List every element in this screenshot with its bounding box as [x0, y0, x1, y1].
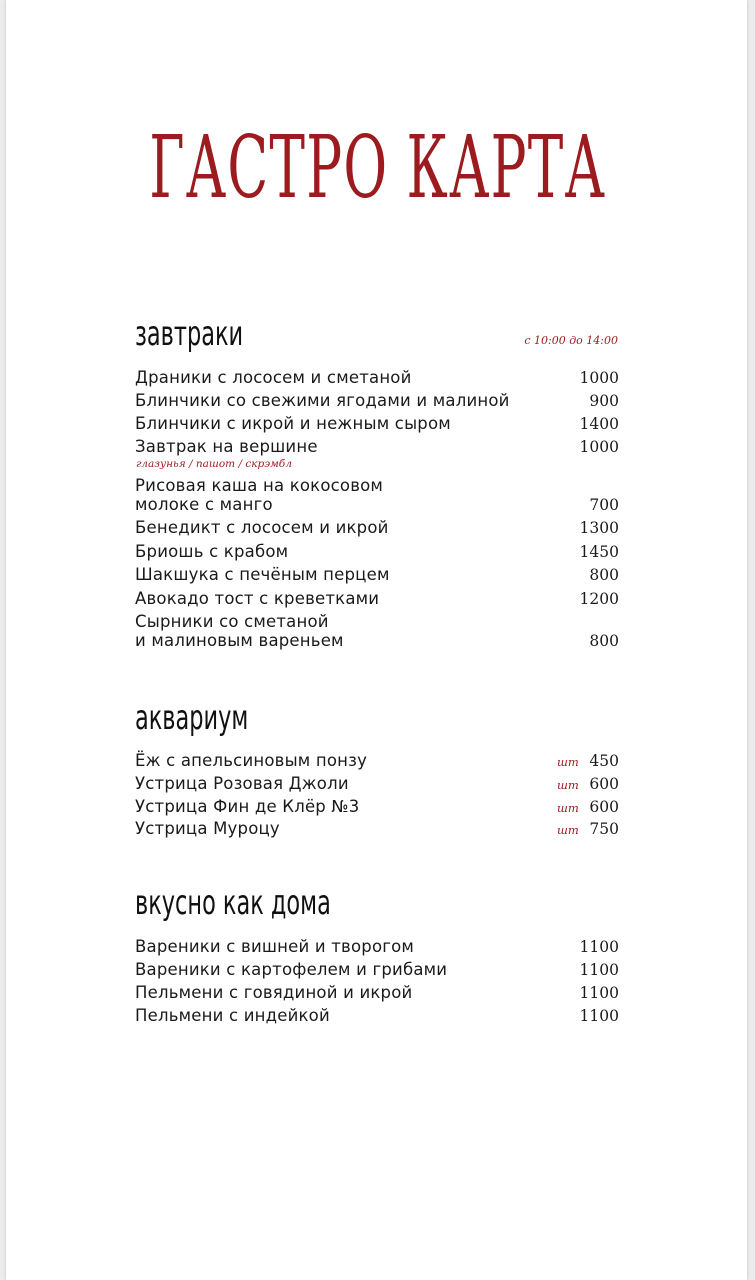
menu-item-name: Устрица Розовая Джоли: [135, 774, 349, 793]
menu-item-price: 700: [589, 496, 619, 514]
menu-item-name: Драники с лососем и сметаной: [135, 368, 412, 387]
menu-item-name: Бенедикт с лососем и икрой: [135, 518, 389, 537]
menu-item-unit: шт: [557, 755, 579, 769]
section-title-aquarium: аквариум: [135, 698, 249, 738]
menu-item-price: 1100: [579, 984, 619, 1002]
menu-item-price: 750: [589, 820, 619, 838]
menu-item-name: Ёж с апельсиновым понзу: [135, 751, 368, 770]
section-title-homestyle: вкусно как дома: [135, 883, 331, 923]
menu-item-name: Пельмени с индейкой: [135, 1006, 330, 1025]
menu-item-price: 1100: [579, 1007, 619, 1025]
menu-item-note: глазунья / пашот / скрэмбл: [136, 458, 292, 470]
menu-item-name: Пельмени с говядиной и икрой: [135, 983, 413, 1002]
menu-item-unit: шт: [557, 801, 579, 815]
menu-item-price: 450: [589, 752, 619, 770]
menu-item-price: 600: [589, 798, 619, 816]
menu-item-price: 900: [589, 392, 619, 410]
menu-item-price: 1000: [579, 438, 619, 456]
menu-item-unit: шт: [557, 778, 579, 792]
menu-item-name-line: молоке с манго: [135, 495, 273, 514]
menu-item-price: 600: [589, 775, 619, 793]
menu-title: ГАСТРО КАРТА: [149, 118, 607, 218]
menu-item-price: 800: [589, 632, 619, 650]
menu-item-name: Вареники с вишней и творогом: [135, 937, 415, 956]
menu-item-name: Устрица Муроцу: [135, 819, 280, 838]
menu-item-price: 1200: [579, 590, 619, 608]
menu-item-price: 1400: [579, 415, 619, 433]
menu-item-price: 1100: [579, 938, 619, 956]
menu-item-price: 1450: [579, 543, 619, 561]
menu-item-unit: шт: [557, 823, 579, 837]
menu-item-price: 1100: [579, 961, 619, 979]
menu-item-name: Шакшука с печёным перцем: [135, 565, 390, 584]
menu-item-name: Блинчики с икрой и нежным сыром: [135, 414, 451, 433]
section-title-breakfast: завтраки: [135, 314, 244, 354]
menu-item-name-line: Рисовая каша на кокосовом: [135, 476, 384, 495]
menu-item-name-line: и малиновым вареньем: [135, 631, 344, 650]
menu-item-price: 1300: [579, 519, 619, 537]
menu-item-name: Авокадо тост с креветками: [135, 589, 380, 608]
menu-item-price: 1000: [579, 369, 619, 387]
menu-item-name: Завтрак на вершине: [135, 437, 318, 456]
menu-item-name: Бриошь с крабом: [135, 542, 289, 561]
menu-item-name: Устрица Фин де Клёр №3: [135, 797, 360, 816]
breakfast-hours: с 10:00 до 14:00: [524, 334, 618, 347]
menu-item-name: Блинчики со свежими ягодами и малиной: [135, 391, 510, 410]
menu-item-name-line: Сырники со сметаной: [135, 612, 329, 631]
menu-item-name: Вареники с картофелем и грибами: [135, 960, 448, 979]
menu-item-price: 800: [589, 566, 619, 584]
